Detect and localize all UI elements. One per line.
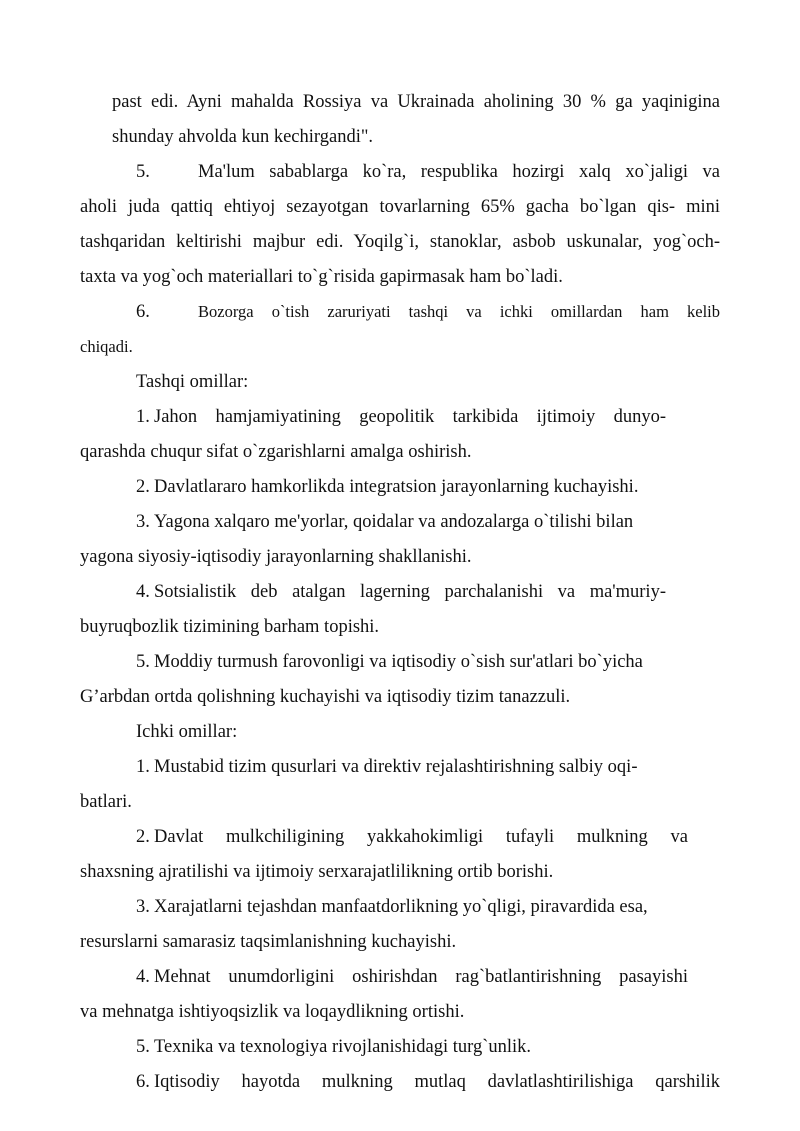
paragraph-number: 5. bbox=[136, 162, 150, 182]
text-line: Ma'lum sabablarga ko`ra, respublika hozirgi xalq xo`jaligi va bbox=[198, 162, 720, 182]
list-item-text: Jahon hamjamiyatining geopolitik tarkibida ijtimoiy dunyo- bbox=[154, 407, 666, 427]
text-line: shunday ahvolda kun kechirgandi". bbox=[112, 127, 374, 147]
text-line: G’arbdan ortda qolishning kuchayishi va iqtisodiy tizim tanazzuli. bbox=[80, 687, 571, 707]
list-item-text: Mustabid tizim qusurlari va direktiv rejalashtirishning salbiy oqi- bbox=[154, 757, 638, 777]
list-item-text: Sotsialistik deb atalgan lagerning parchalanishi va ma'muriy- bbox=[154, 582, 666, 602]
text-line: Bozorga o`tish zaruriyati tashqi va ichki omillardan ham kelib bbox=[198, 302, 720, 321]
list-number: 2. bbox=[136, 477, 150, 497]
text-line: batlari. bbox=[80, 792, 132, 812]
text-line: shaxsning ajratilishi va ijtimoiy serxarajatlilikning ortib borishi. bbox=[80, 862, 554, 882]
list-number: 5. bbox=[136, 1037, 150, 1057]
text-line: aholi juda qattiq ehtiyoj sezayotgan tovarlarning 65% gacha bo`lgan qis- mini bbox=[80, 197, 720, 217]
text-line: buyruqbozlik tizimining barham topishi. bbox=[80, 617, 380, 637]
list-item-text: Moddiy turmush farovonligi va iqtisodiy o`sish sur'atlari bo`yicha bbox=[154, 652, 643, 672]
list-number: 3. bbox=[136, 897, 150, 917]
section-heading: Tashqi omillar: bbox=[136, 372, 249, 392]
text-line: resurslarni samarasiz taqsimlanishning kuchayishi. bbox=[80, 932, 457, 952]
text-line: past edi. Ayni mahalda Rossiya va Ukrainada aholining 30 % ga yaqinigina bbox=[112, 92, 720, 112]
list-item-text: Yagona xalqaro me'yorlar, qoidalar va andozalarga o`tilishi bilan bbox=[154, 512, 634, 532]
list-item-text: Xarajatlarni tejashdan manfaatdorlikning yo`qligi, piravardida esa, bbox=[154, 897, 648, 917]
text-line: qarashda chuqur sifat o`zgarishlarni amalga oshirish. bbox=[80, 442, 472, 462]
list-number: 4. bbox=[136, 967, 150, 987]
list-number: 2. bbox=[136, 827, 150, 847]
text-line: taxta va yog`och materiallari to`g`risida gapirmasak ham bo`ladi. bbox=[80, 267, 563, 287]
list-item-text: Davlat mulkchiligining yakkahokimligi tufayli mulkning va bbox=[154, 827, 688, 847]
text-line: chiqadi. bbox=[80, 337, 133, 356]
paragraph-number: 6. bbox=[136, 302, 150, 322]
list-number: 6. bbox=[136, 1072, 150, 1092]
list-item-text: Davlatlararo hamkorlikda integratsion jarayonlarning kuchayishi. bbox=[154, 477, 639, 497]
list-number: 3. bbox=[136, 512, 150, 532]
list-number: 5. bbox=[136, 652, 150, 672]
list-number: 4. bbox=[136, 582, 150, 602]
text-line: tashqaridan keltirishi majbur edi. Yoqilg`i, stanoklar, asbob uskunalar, yog`och- bbox=[80, 232, 720, 252]
list-item-text: Mehnat unumdorligini oshirishdan rag`batlantirishning pasayishi bbox=[154, 967, 688, 987]
text-line: va mehnatga ishtiyoqsizlik va loqaydlikning ortishi. bbox=[80, 1002, 465, 1022]
list-number: 1. bbox=[136, 757, 150, 777]
text-line: yagona siyosiy-iqtisodiy jarayonlarning shakllanishi. bbox=[80, 547, 472, 567]
section-heading: Ichki omillar: bbox=[136, 722, 238, 742]
list-item-text: Texnika va texnologiya rivojlanishidagi turg`unlik. bbox=[154, 1037, 532, 1057]
list-item-text: Iqtisodiy hayotda mulkning mutlaq davlatlashtirilishiga qarshilik bbox=[154, 1072, 720, 1092]
list-number: 1. bbox=[136, 407, 150, 427]
